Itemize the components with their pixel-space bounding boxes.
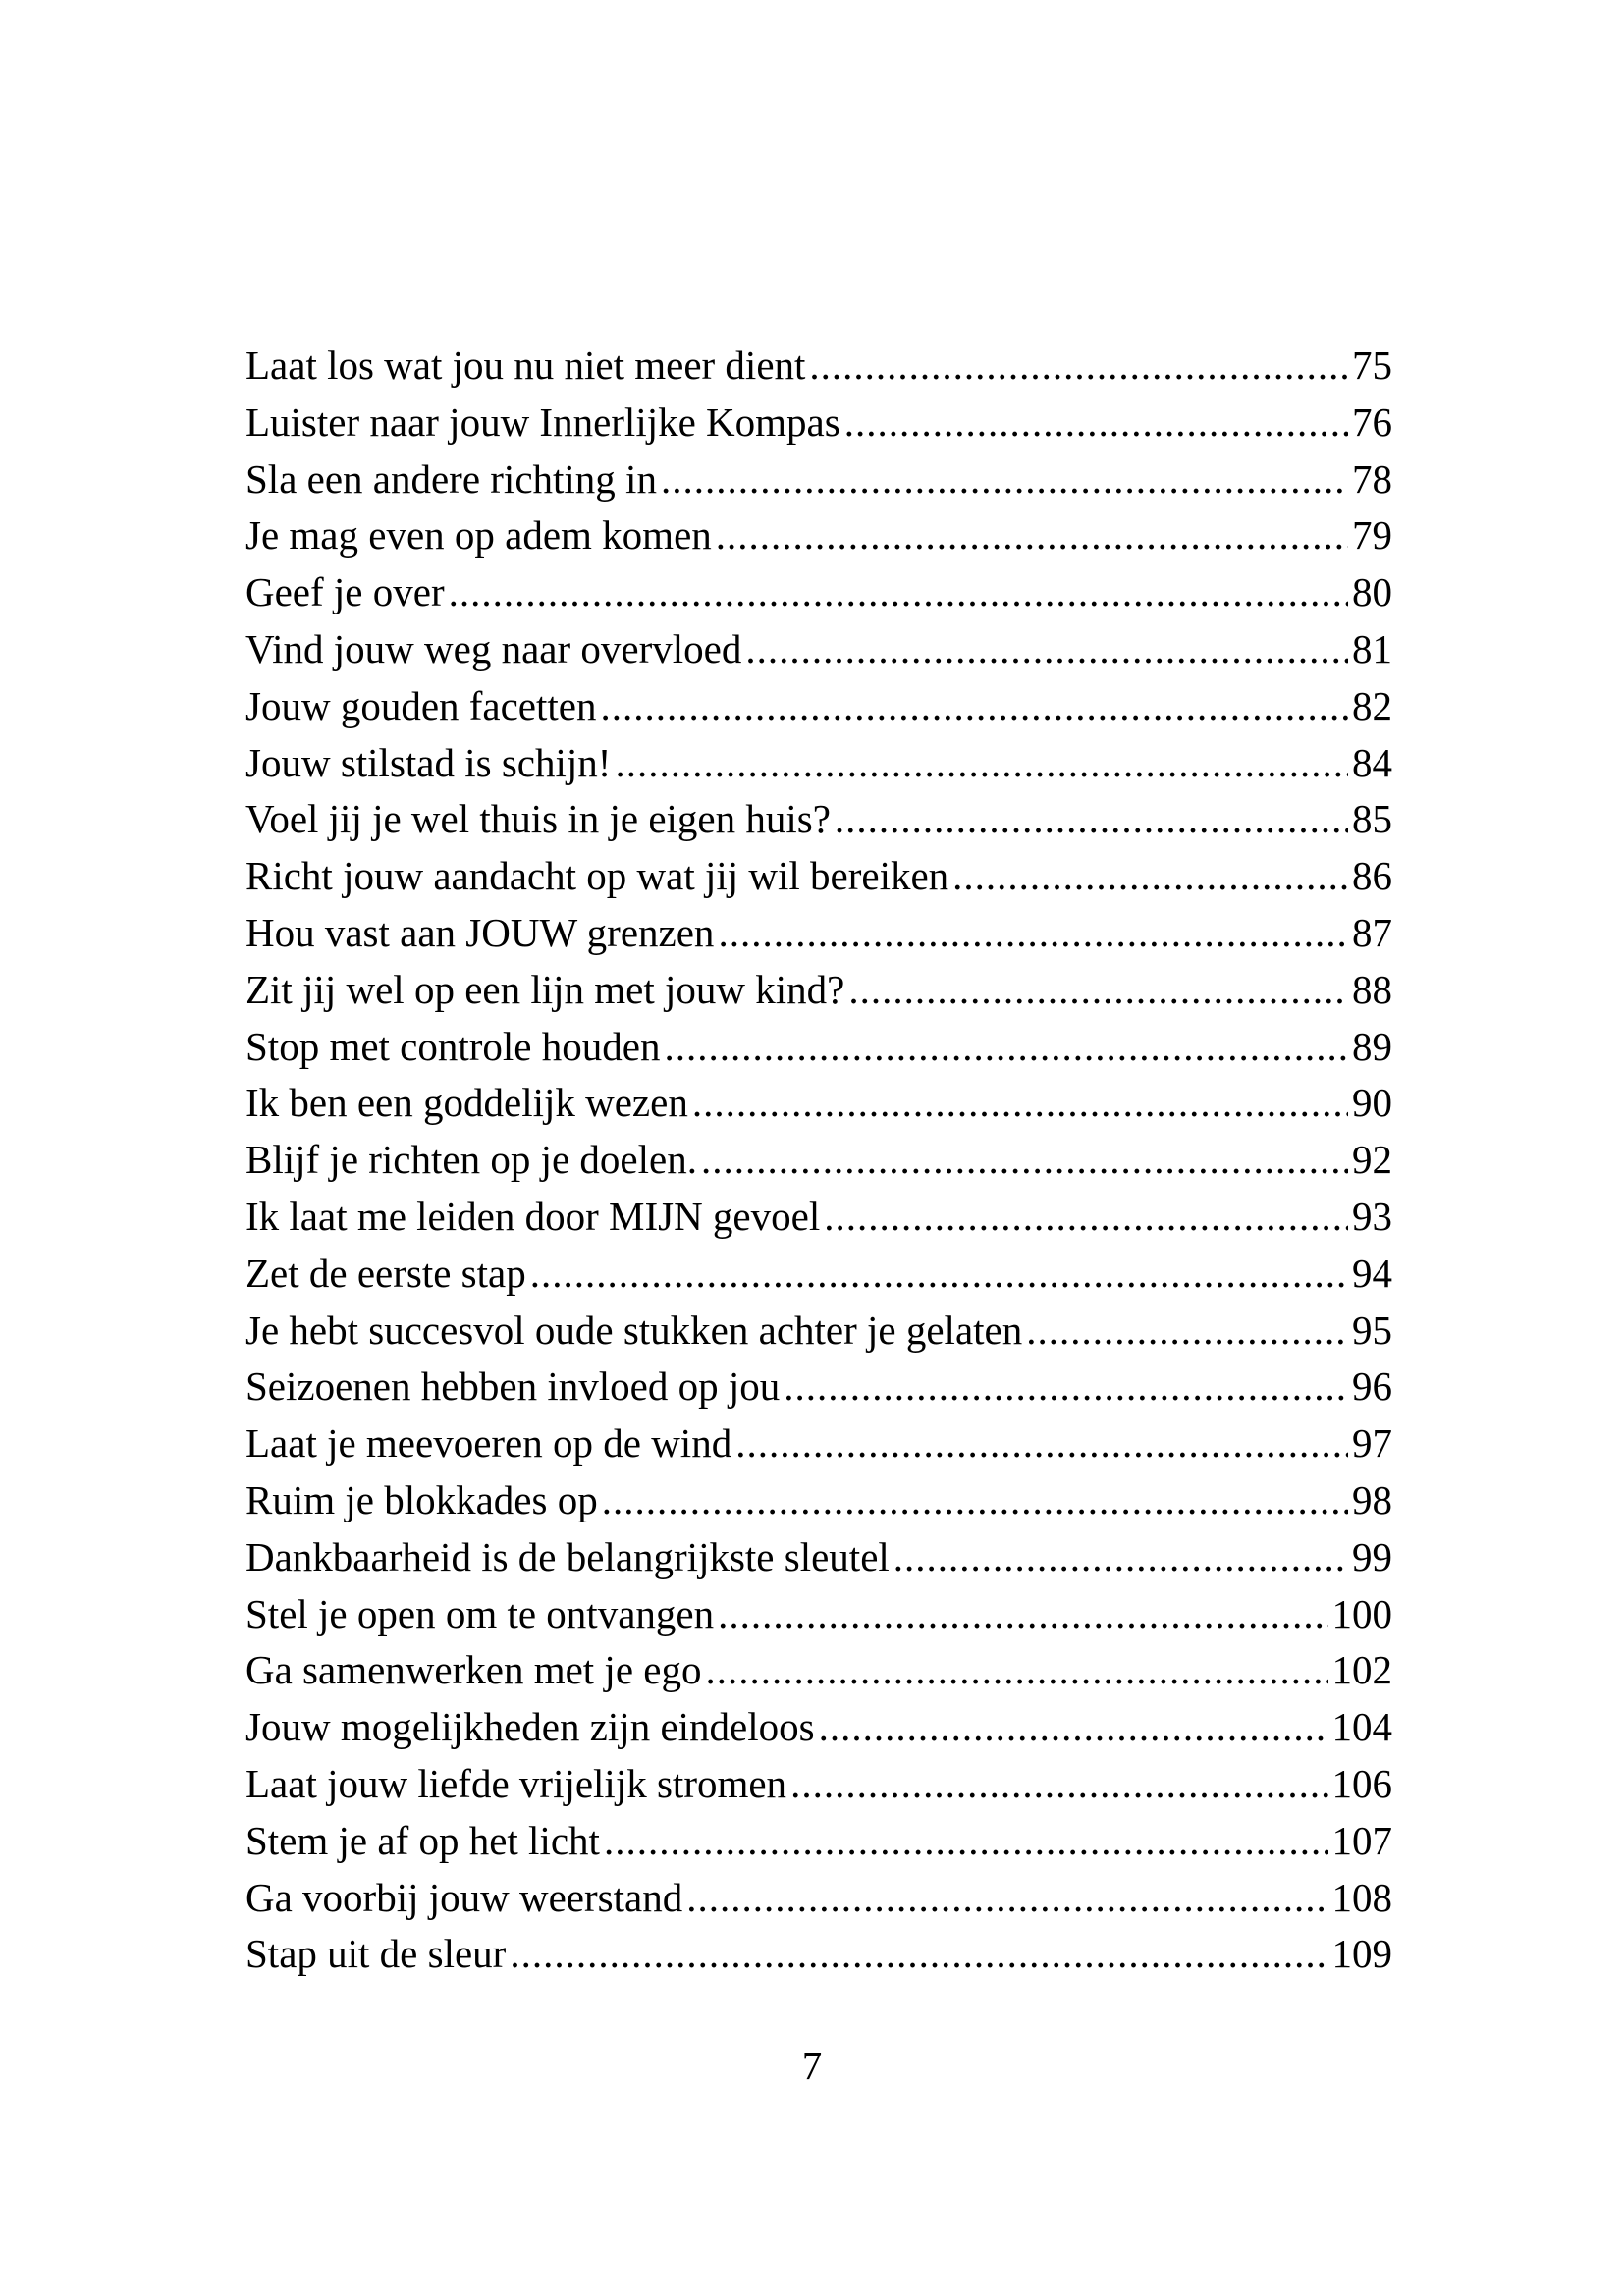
toc-entry-page: 95 [1352, 1307, 1392, 1353]
toc-entry-page: 88 [1352, 966, 1392, 1012]
toc-leader-dots [686, 1870, 1327, 1927]
toc-entry-title: Ga samenwerken met je ego [245, 1647, 702, 1693]
toc-leader-dots [602, 1472, 1348, 1529]
toc-entry-title: Je hebt succesvol oude stukken achter je gelaten [245, 1307, 1023, 1353]
toc-entry-page: 98 [1352, 1476, 1392, 1522]
toc-entry-title: Laat je meevoeren op de wind [245, 1420, 732, 1467]
toc-leader-dots [745, 621, 1348, 678]
toc-leader-dots [449, 564, 1348, 621]
toc-entry-title: Luister naar jouw Innerlijke Kompas [245, 399, 840, 445]
toc-entry [245, 507, 1392, 564]
toc-leader-dots [664, 1019, 1348, 1076]
toc-leader-dots [716, 507, 1348, 564]
toc-entry [245, 1132, 1392, 1189]
toc-entry-page: 102 [1331, 1647, 1392, 1693]
toc-entry-page: 82 [1352, 682, 1392, 728]
toc-leader-dots [615, 735, 1348, 792]
toc-entry [245, 905, 1392, 962]
toc-leader-dots [604, 1813, 1328, 1870]
toc-entry-title: Richt jouw aandacht op wat jij wil bereiken [245, 853, 949, 899]
toc-entry-page: 84 [1352, 739, 1392, 785]
toc-leader-dots [718, 1586, 1327, 1643]
toc-entry [245, 1642, 1392, 1699]
toc-entry-page: 96 [1352, 1363, 1392, 1410]
toc-leader-dots [701, 1132, 1348, 1189]
toc-entry [245, 1303, 1392, 1360]
toc-entry-title: Zet de eerste stap [245, 1250, 526, 1296]
toc-leader-dots [510, 1926, 1327, 1983]
toc-entry-title: Stel je open om te ontvangen [245, 1590, 715, 1636]
toc-entry-page: 86 [1352, 853, 1392, 899]
toc-entry-page: 97 [1352, 1420, 1392, 1467]
toc-entry-title: Laat jouw liefde vrijelijk stromen [245, 1760, 787, 1806]
toc-entry [245, 1870, 1392, 1927]
toc-leader-dots [790, 1756, 1327, 1813]
toc-leader-dots [893, 1529, 1348, 1586]
toc-leader-dots [601, 678, 1349, 735]
toc-entry [245, 791, 1392, 848]
toc-entry-page: 75 [1352, 343, 1392, 388]
toc-entry [245, 1699, 1392, 1756]
toc-entry-title: Seizoenen hebben invloed op jou [245, 1363, 781, 1410]
toc-leader-dots [824, 1189, 1348, 1246]
toc-entry-page: 92 [1352, 1137, 1392, 1183]
toc-entry-page: 99 [1352, 1533, 1392, 1579]
toc-entry [245, 1586, 1392, 1643]
table-of-contents [245, 338, 1392, 1983]
toc-entry [245, 962, 1392, 1019]
toc-entry-page: 107 [1331, 1817, 1392, 1863]
toc-entry [245, 1246, 1392, 1303]
toc-entry-page: 85 [1352, 796, 1392, 842]
toc-leader-dots [784, 1359, 1348, 1415]
toc-leader-dots [952, 848, 1348, 905]
toc-entry [245, 1813, 1392, 1870]
toc-leader-dots [705, 1642, 1327, 1699]
toc-entry-title: Voel jij je wel thuis in je eigen huis? [245, 796, 831, 842]
toc-entry-page: 106 [1331, 1760, 1392, 1806]
toc-entry-page: 79 [1352, 512, 1392, 559]
toc-entry-page: 76 [1352, 399, 1392, 445]
toc-entry-title: Je mag even op adem komen [245, 512, 712, 559]
toc-entry-title: Vind jouw weg naar overvloed [245, 625, 742, 671]
toc-entry-page: 93 [1352, 1193, 1392, 1239]
toc-entry-title: Geef je over [245, 569, 445, 615]
toc-entry [245, 1529, 1392, 1586]
toc-entry [245, 1075, 1392, 1132]
toc-entry-title: Jouw gouden facetten [245, 682, 597, 728]
toc-leader-dots [835, 791, 1348, 848]
toc-entry-title: Jouw stilstad is schijn! [245, 739, 612, 785]
toc-entry [245, 678, 1392, 735]
toc-entry-page: 94 [1352, 1250, 1392, 1296]
toc-leader-dots [661, 452, 1348, 508]
toc-entry-page: 100 [1331, 1590, 1392, 1636]
toc-leader-dots [809, 338, 1348, 395]
toc-entry [245, 1189, 1392, 1246]
toc-entry-title: Zit jij wel op een lijn met jouw kind? [245, 966, 845, 1012]
toc-entry-title: Dankbaarheid is de belangrijkste sleutel [245, 1533, 890, 1579]
toc-entry [245, 452, 1392, 508]
toc-entry-title: Ruim je blokkades op [245, 1476, 598, 1522]
toc-entry-title: Laat los wat jou nu niet meer dient [245, 343, 806, 388]
toc-entry [245, 1926, 1392, 1983]
toc-entry-page: 81 [1352, 625, 1392, 671]
toc-entry-title: Stap uit de sleur [245, 1931, 507, 1977]
toc-entry [245, 735, 1392, 792]
toc-entry [245, 1019, 1392, 1076]
toc-entry-page: 89 [1352, 1023, 1392, 1069]
toc-entry-page: 90 [1352, 1080, 1392, 1126]
toc-leader-dots [819, 1699, 1328, 1756]
toc-entry [245, 1756, 1392, 1813]
toc-entry [245, 1415, 1392, 1472]
toc-leader-dots [735, 1415, 1348, 1472]
toc-entry [245, 564, 1392, 621]
toc-entry-title: Ik laat me leiden door MIJN gevoel [245, 1193, 821, 1239]
toc-entry-title: Jouw mogelijkheden zijn eindeloos [245, 1704, 815, 1750]
toc-entry-page: 109 [1331, 1931, 1392, 1977]
toc-entry [245, 395, 1392, 452]
page-number: 7 [801, 2043, 823, 2088]
toc-entry-title: Ik ben een goddelijk wezen [245, 1080, 688, 1126]
toc-entry-title: Stem je af op het licht [245, 1817, 600, 1863]
toc-entry-title: Stop met controle houden [245, 1023, 661, 1069]
toc-entry [245, 848, 1392, 905]
toc-entry [245, 1472, 1392, 1529]
toc-entry-title: Blijf je richten op je doelen. [245, 1137, 697, 1183]
toc-entry [245, 621, 1392, 678]
toc-leader-dots [718, 905, 1348, 962]
toc-entry-title: Sla een andere richting in [245, 455, 657, 502]
toc-entry-title: Ga voorbij jouw weerstand [245, 1874, 683, 1920]
toc-entry-page: 108 [1331, 1874, 1392, 1920]
toc-leader-dots [1026, 1303, 1348, 1360]
toc-entry [245, 338, 1392, 395]
toc-entry-title: Hou vast aan JOUW grenzen [245, 909, 715, 955]
toc-leader-dots [848, 962, 1348, 1019]
toc-entry-page: 104 [1331, 1704, 1392, 1750]
toc-leader-dots [530, 1246, 1348, 1303]
toc-entry-page: 78 [1352, 455, 1392, 502]
toc-entry [245, 1359, 1392, 1415]
toc-entry-page: 80 [1352, 569, 1392, 615]
toc-entry-page: 87 [1352, 909, 1392, 955]
toc-leader-dots [844, 395, 1348, 452]
toc-leader-dots [692, 1075, 1348, 1132]
